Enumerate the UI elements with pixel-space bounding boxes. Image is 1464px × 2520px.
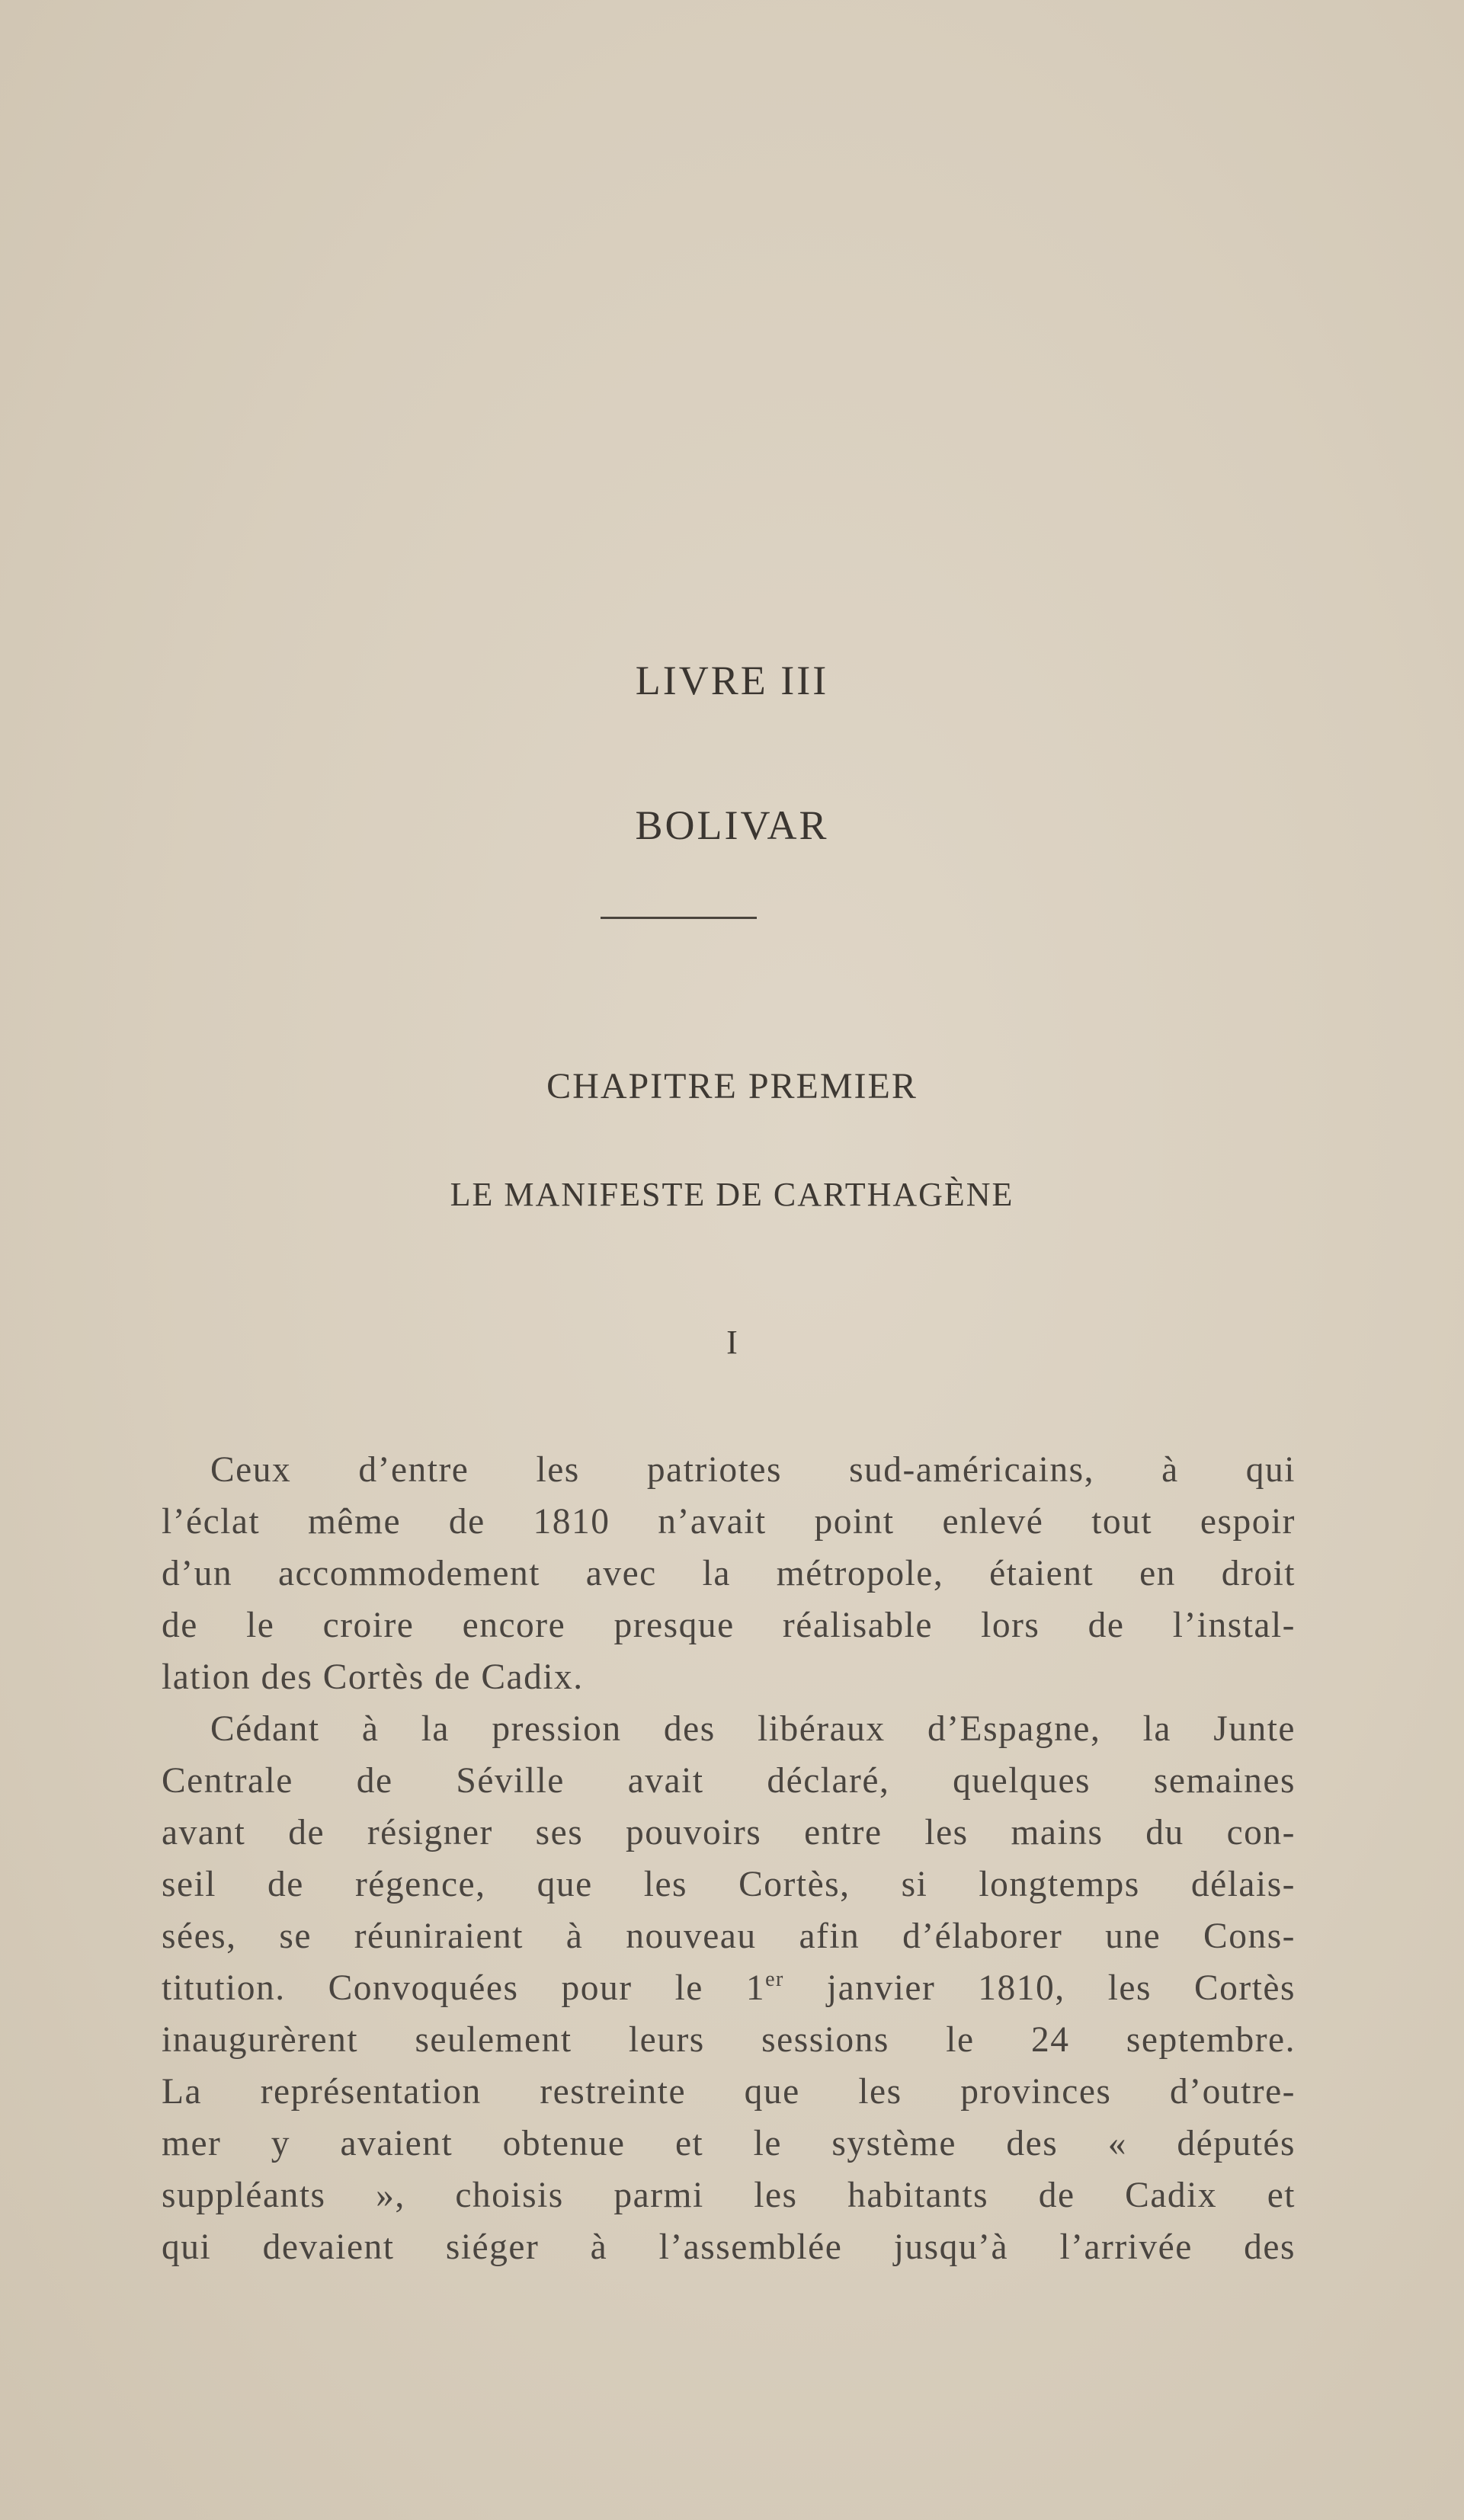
text-line: lation des Cortès de Cadix. [162, 1657, 584, 1697]
section-number: I [726, 1324, 738, 1361]
book-number: LIVRE III [635, 658, 829, 703]
body-text [162, 1444, 1296, 2273]
text-segment: titution. Convoquées pour le [162, 1968, 703, 2008]
text-line: mer y avaient obtenue et le système des « députés [162, 2124, 1296, 2163]
text-line: suppléants », choisis parmi les habitants de Cadix et [162, 2176, 1296, 2215]
paragraph [162, 1444, 1296, 1703]
text-line: Cédant à la pression des libéraux d’Espagne, la Junte [210, 1709, 1296, 1749]
text-line: Ceux d’entre les patriotes sud-américains, à qui [210, 1450, 1296, 1490]
text-line: qui devaient siéger à l’assemblée jusqu’à l’arrivée des [162, 2227, 1296, 2267]
text-line: d’un accommodement avec la métropole, étaient en droit [162, 1554, 1296, 1593]
text-line: l’éclat même de 1810 n’avait point enlevé tout espoir [162, 1502, 1296, 1542]
text-line: sées, se réuniraient à nouveau afin d’élaborer une Cons- [162, 1916, 1296, 1956]
text-line: avant de résigner ses pouvoirs entre les mains du con- [162, 1813, 1296, 1852]
chapter-subtitle: LE MANIFESTE DE CARTHAGÈNE [450, 1176, 1014, 1213]
text-line: seil de régence, que les Cortès, si longtemps délais- [162, 1865, 1296, 1904]
ordinal: 1 [745, 1968, 766, 2008]
book-title: BOLIVAR [635, 802, 829, 848]
text-line: Centrale de Séville avait déclaré, quelques semaines [162, 1761, 1296, 1801]
text-line: de le croire encore presque réalisable lors de l’instal- [162, 1606, 1296, 1645]
text-line: La représentation restreinte que les provinces d’outre- [162, 2072, 1296, 2112]
chapter-number: CHAPITRE PREMIER [546, 1066, 918, 1106]
ordinal-suffix: er [765, 1968, 784, 1991]
text-line: inaugurèrent seulement leurs sessions le 24 septembre. [162, 2020, 1296, 2060]
paragraph [162, 1703, 1296, 2273]
title-rule [601, 917, 757, 919]
text-segment: janvier 1810, les Cortès [783, 1968, 1296, 2008]
text-line-with-date [162, 1962, 1296, 2014]
